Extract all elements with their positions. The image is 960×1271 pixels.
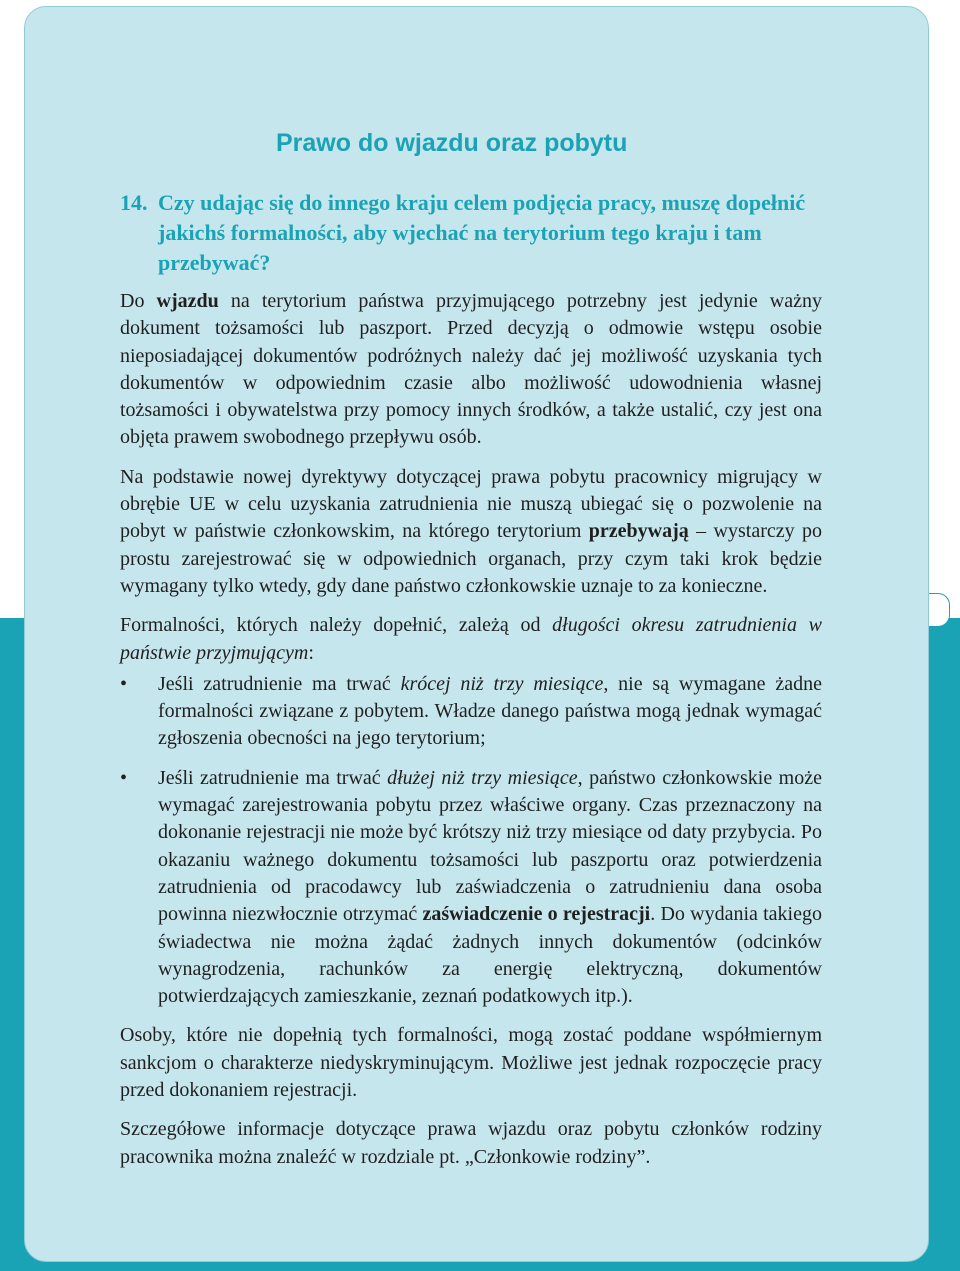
list-item bbox=[120, 671, 822, 753]
paragraph-formalities bbox=[120, 612, 822, 667]
p3-italic: długości okresu zatrudnienia w państwie przyjmującym bbox=[120, 614, 822, 664]
p1-text-a: Do bbox=[120, 290, 157, 312]
p2-text-a: Na podstawie nowej dyrektywy dotyczącej prawa pobytu pracownicy migrujący w obrębie UE w celu uzyskania zatrudnienia nie muszą ubiegać się o pozwolenie na pobyt w państwie członkowskim, na którego terytorium bbox=[120, 465, 822, 543]
p2-bold: przebywają bbox=[588, 520, 689, 543]
bullet-icon: • bbox=[120, 672, 128, 695]
b2-text-b: , państwo członkowskie może wymagać zarejestrowania pobytu przez właściwe organy. Czas przeznaczony na dokonanie rejestracji nie może być krótszy niż trzy miesiące od daty przybycia. Po okazaniu ważnego dokumentu tożsamości lub paszportu oraz potwierdzenia zatrudnienia od pracodawcy lub zaświadczenia o zatrudnieniu dana osoba powinna niezwłocznie otrzymać bbox=[158, 766, 822, 926]
p3-text-b: : bbox=[308, 641, 314, 664]
paragraph-sanctions: Osoby, które nie dopełnią tych formalności, mogą zostać poddane współmiernym sankcjom o charakterze niedyskryminującym. Możliwe jest jednak rozpoczęcie pracy przed dokonaniem rejestracji. bbox=[120, 1024, 822, 1102]
p1-bold: wjazdu bbox=[156, 290, 219, 312]
bullet-icon: • bbox=[120, 766, 128, 789]
question-text: Czy udając się do innego kraju celem podjęcia pracy, muszę dopełnić jakichś formalności, aby wjechać na terytorium tego kraju i tam przebywać? bbox=[158, 190, 806, 275]
b1-italic: krócej niż trzy miesiące bbox=[400, 672, 604, 695]
b2-italic: dłużej niż trzy miesiące bbox=[387, 766, 578, 789]
p1-text-b: na terytorium państwa przyjmującego potrzebny jest jedynie ważny dokument tożsamości lub paszport. Przed decyzją o odmowie wstępu osobie nieposiadającej dokumentów podróżnych należy dać jej możliwość uzyskania tych dokumentów w odpowiednim czasie albo możliwość udowodnienia własnej tożsamości i obywatelstwa przy pomocy innych środków, a także ustalić, czy jest ona objęta prawem swobodnego przepływu osób. bbox=[120, 290, 823, 449]
section-title: Prawo do wjazdu oraz pobytu bbox=[276, 129, 628, 157]
body-text bbox=[120, 288, 822, 1183]
b1-text-b: , nie są wymagane żadne formalności związane z pobytem. Władze danego państwa mogą jednak wymagać zgłoszenia obecności na jego terytorium; bbox=[158, 672, 822, 750]
list-item bbox=[120, 765, 822, 1011]
paragraph-entry bbox=[120, 288, 822, 452]
formalities-list bbox=[120, 671, 822, 1011]
p2-text-b: – wystarczy po prostu zarejestrować się w odpowiednich organach, przy czym taki krok będzie wymagany tylko wtedy, gdy dane państwo członkowskie uznaje to za konieczne. bbox=[120, 520, 822, 597]
b2-text-c: . Do wydania takiego świadectwa nie można żądać żadnych innych dokumentów (odcinków wynagrodzenia, rachunków za energię elektryczną, dokumentów potwierdzających zamieszkanie, zeznań podatkowych itp.). bbox=[158, 903, 822, 1008]
paragraph-residence bbox=[120, 464, 822, 600]
question-heading bbox=[120, 188, 830, 278]
b2-bold: zaświadczenie o rejestracji bbox=[422, 903, 651, 926]
p3-text-a: Formalności, których należy dopełnić, zależą od bbox=[120, 614, 553, 637]
question-number: 14. bbox=[120, 190, 148, 215]
b1-text-a: Jeśli zatrudnienie ma trwać bbox=[158, 672, 401, 695]
paragraph-family: Szczegółowe informacje dotyczące prawa wjazdu oraz pobytu członków rodziny pracownika można znaleźć w rozdziale pt. „Członkowie rodziny”. bbox=[120, 1118, 822, 1168]
b2-text-a: Jeśli zatrudnienie ma trwać bbox=[158, 766, 388, 789]
